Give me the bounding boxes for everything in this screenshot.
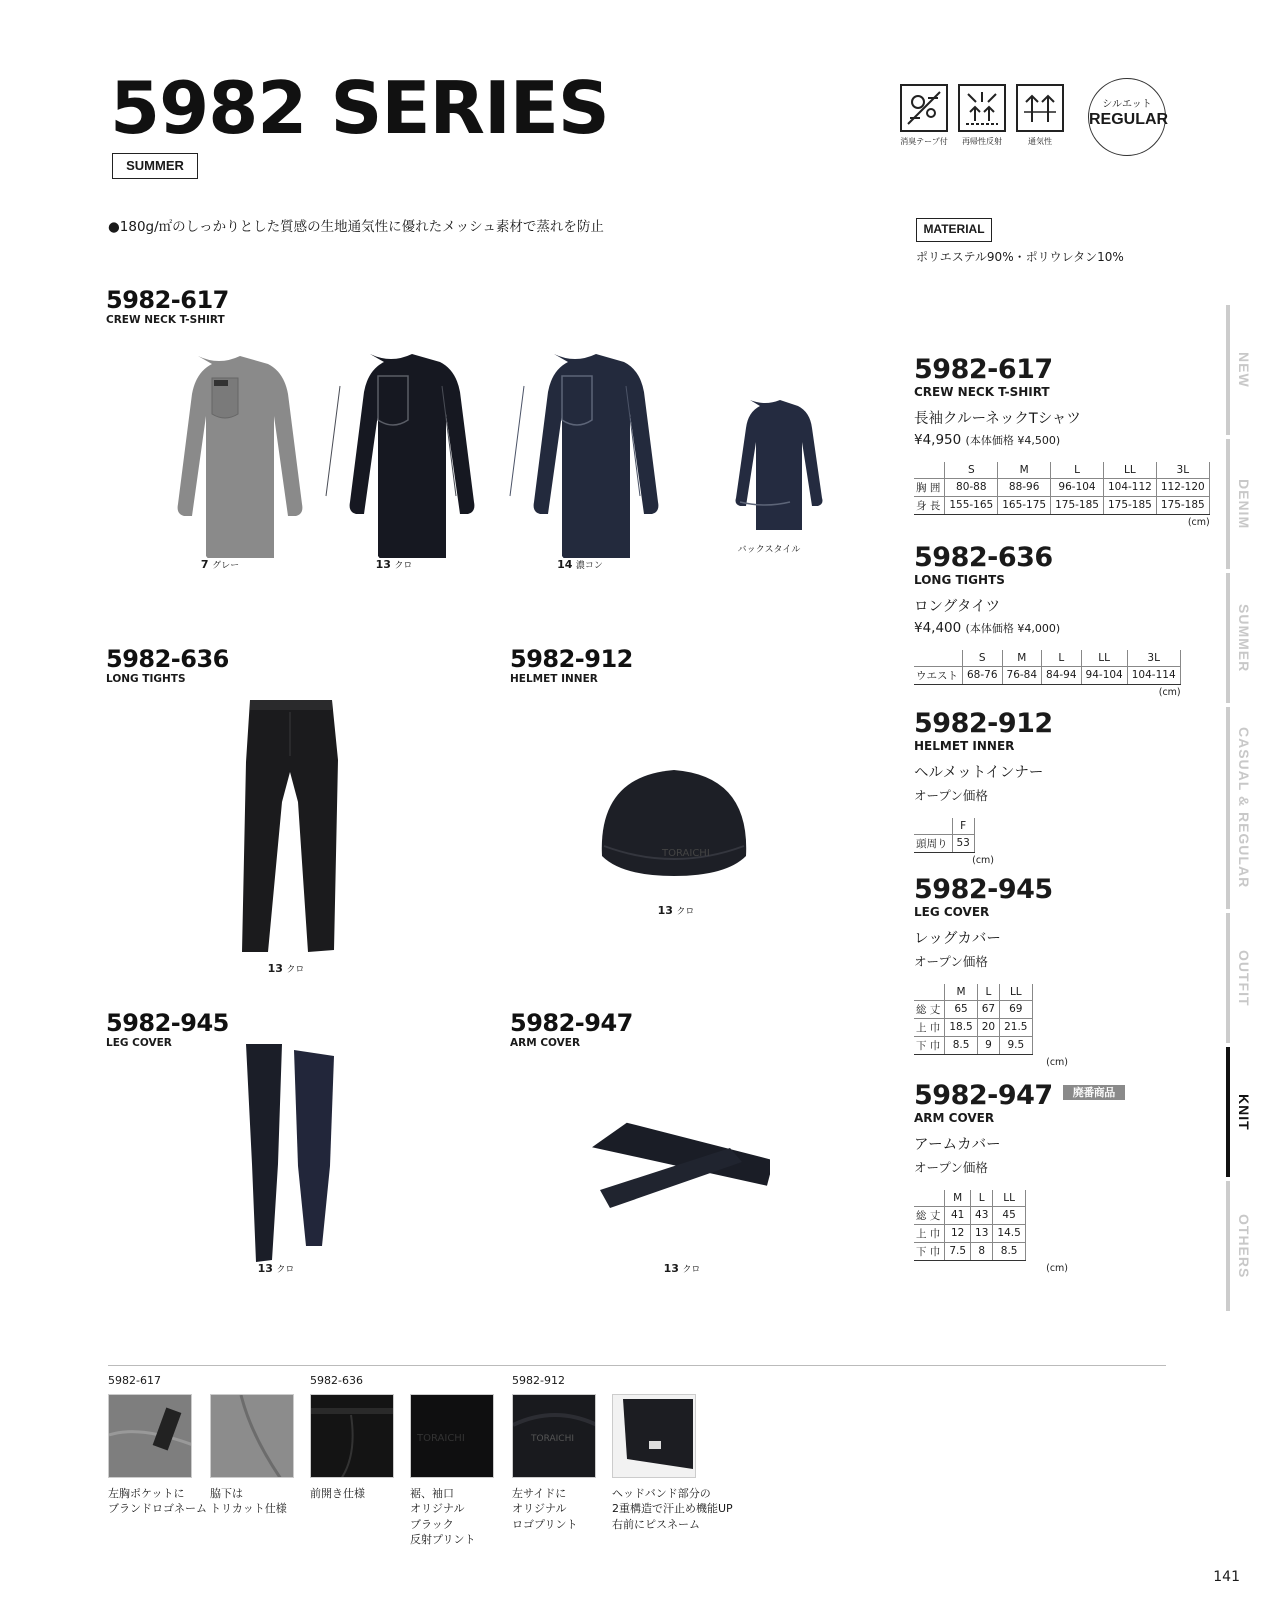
- size-cell: 67: [977, 1000, 999, 1018]
- color-number: 13: [257, 1262, 273, 1275]
- size-header: M: [1002, 650, 1042, 666]
- detail-caption: 前開き仕様: [310, 1487, 365, 1500]
- price-value: ¥4,950: [914, 432, 962, 449]
- size-table: [914, 818, 975, 853]
- product-name: HELMET INNER: [510, 673, 598, 685]
- tab-label: SUMMER: [1236, 603, 1252, 673]
- detail-thumb: [512, 1394, 596, 1478]
- size-cell: 65: [945, 1000, 977, 1018]
- detail-thumb: [210, 1394, 294, 1478]
- detail-caption: 左胸ポケットに ブランドロゴネーム: [108, 1487, 207, 1516]
- svg-text:TORAICHI: TORAICHI: [662, 848, 710, 859]
- product-name: LONG TIGHTS: [106, 673, 186, 685]
- caption-636: [236, 962, 336, 975]
- table-corner: [914, 462, 945, 478]
- row-label: 胸 囲: [914, 478, 945, 496]
- spec-code: 5982-945: [914, 874, 1053, 905]
- tshirt-back-photo: [700, 394, 830, 530]
- spec-jp-name: ヘルメットインナー: [914, 765, 1044, 782]
- row-label: ウエスト: [914, 666, 963, 684]
- size-header: LL: [1000, 984, 1032, 1000]
- long-tights-photo: [234, 696, 346, 958]
- size-cell: 88-96: [998, 478, 1051, 496]
- table-corner: [914, 984, 945, 1000]
- product-heading-912: [510, 647, 633, 686]
- svg-text:TORAICHI: TORAICHI: [531, 1434, 574, 1444]
- row-label: 下 巾: [914, 1036, 945, 1054]
- size-cell: 9.5: [1000, 1036, 1032, 1054]
- size-cell: 96-104: [1051, 478, 1104, 496]
- size-header: LL: [1103, 462, 1156, 478]
- caption-947: [632, 1262, 732, 1275]
- spec-name: HELMET INNER: [914, 739, 1015, 753]
- spec-price: [914, 620, 1181, 636]
- breathable-icon: [1016, 84, 1064, 132]
- product-heading-636: [106, 647, 229, 686]
- season-badge: SUMMER: [112, 153, 198, 179]
- spec-code: 5982-912: [914, 708, 1053, 739]
- size-cell: 155-165: [945, 496, 998, 514]
- spec-name: CREW NECK T-SHIRT: [914, 385, 1050, 399]
- caption-617-gray: [180, 558, 260, 571]
- leg-cover-photo: [238, 1040, 342, 1268]
- size-cell: 104-112: [1103, 478, 1156, 496]
- size-cell: 18.5: [945, 1018, 977, 1036]
- spec-code: 5982-636: [914, 542, 1053, 573]
- detail-thumb: [612, 1394, 696, 1478]
- product-code: 5982-947: [510, 1009, 633, 1037]
- color-name: クロ: [286, 965, 305, 975]
- unit-label: (cm): [1046, 1056, 1068, 1068]
- spec-617: [914, 356, 1210, 528]
- detail-thumb: [108, 1394, 192, 1478]
- tab-others[interactable]: [1226, 1181, 1258, 1311]
- size-cell: 53: [952, 834, 974, 852]
- spec-code-text: 5982-947: [914, 1080, 1053, 1111]
- tab-label: KNIT: [1236, 1093, 1252, 1131]
- spec-636: [914, 544, 1181, 698]
- detail-5: [512, 1394, 596, 1532]
- size-cell: 175-185: [1103, 496, 1156, 514]
- size-cell: 21.5: [1000, 1018, 1032, 1036]
- row-label: 身 長: [914, 496, 945, 514]
- product-name: LEG COVER: [106, 1037, 172, 1049]
- size-cell: 104-114: [1127, 666, 1180, 684]
- spec-945: [914, 876, 1068, 1068]
- spec-jp-name: レッグカバー: [914, 931, 1001, 948]
- size-header: S: [963, 650, 1003, 666]
- size-header: 3L: [1156, 462, 1209, 478]
- caption-617-black: [354, 558, 434, 571]
- size-header: M: [945, 1190, 971, 1206]
- color-name: 濃コン: [575, 561, 603, 571]
- size-table: [914, 1190, 1026, 1261]
- caption-945: [226, 1262, 326, 1275]
- spec-open-price: オープン価格: [914, 788, 988, 804]
- spec-open-price: オープン価格: [914, 954, 988, 970]
- color-name: クロ: [682, 1265, 701, 1275]
- row-label: 総 丈: [914, 1000, 945, 1018]
- detail-2: [210, 1394, 294, 1517]
- size-header: L: [1051, 462, 1104, 478]
- product-code: 5982-912: [510, 645, 633, 673]
- arm-cover-photo: [586, 1112, 770, 1212]
- tab-denim[interactable]: [1226, 439, 1258, 569]
- spec-code: 5982-617: [914, 354, 1053, 385]
- table-corner: [914, 650, 963, 666]
- row-label: 上 巾: [914, 1018, 945, 1036]
- feature-breathable: [1016, 84, 1064, 147]
- caption-back-style: [724, 542, 814, 555]
- row-label: 下 巾: [914, 1242, 945, 1260]
- size-cell: 12: [945, 1224, 971, 1242]
- tshirt-black-photo: [300, 346, 482, 558]
- tab-label: OTHERS: [1236, 1213, 1252, 1279]
- spec-name: ARM COVER: [914, 1111, 995, 1125]
- color-name: グレー: [212, 561, 240, 571]
- detail-code-636: 5982-636: [310, 1374, 363, 1387]
- spec-jp-name: 長袖クルーネックTシャツ: [914, 411, 1081, 428]
- size-cell: 8.5: [993, 1242, 1025, 1260]
- retroreflective-icon: [958, 84, 1006, 132]
- size-cell: 112-120: [1156, 478, 1209, 496]
- color-name: クロ: [394, 561, 413, 571]
- tshirt-navy-photo: [484, 346, 666, 558]
- detail-thumb: [410, 1394, 494, 1478]
- feature-label: 消臭テープ付: [900, 137, 948, 146]
- spec-jp-name: ロングタイツ: [914, 599, 1001, 616]
- size-cell: 94-104: [1081, 666, 1127, 684]
- table-corner: [914, 1190, 945, 1206]
- series-title: 5982 SERIES: [110, 66, 609, 150]
- row-label: 上 巾: [914, 1224, 945, 1242]
- color-number: 13: [267, 962, 283, 975]
- table-corner: [914, 818, 952, 834]
- silhouette-value: REGULAR: [1089, 111, 1169, 128]
- detail-caption: 脇下は トリカット仕様: [210, 1487, 287, 1516]
- spec-name: LONG TIGHTS: [914, 573, 1005, 587]
- product-heading-947: [510, 1011, 633, 1050]
- feature-label: 通気性: [1028, 137, 1052, 146]
- tab-summer[interactable]: [1226, 573, 1258, 703]
- detail-4: [410, 1394, 494, 1548]
- size-header: 3L: [1127, 650, 1180, 666]
- row-label: 頭周り: [914, 834, 952, 852]
- spec-code: [914, 1082, 1125, 1109]
- size-cell: 68-76: [963, 666, 1003, 684]
- discontinued-badge: 廃番商品: [1063, 1085, 1125, 1100]
- product-code: 5982-617: [106, 286, 229, 314]
- spec-name: LEG COVER: [914, 905, 990, 919]
- size-header: F: [952, 818, 974, 834]
- unit-label: (cm): [972, 854, 994, 866]
- size-header: LL: [1081, 650, 1127, 666]
- deodorant-tape-icon: [900, 84, 948, 132]
- size-cell: 175-185: [1051, 496, 1104, 514]
- size-cell: 13: [971, 1224, 993, 1242]
- size-header: L: [977, 984, 999, 1000]
- caption-617-navy: [540, 558, 620, 571]
- row-label: 総 丈: [914, 1206, 945, 1224]
- size-cell: 7.5: [945, 1242, 971, 1260]
- detail-code-617: 5982-617: [108, 1374, 161, 1387]
- tab-label: OUTFIT: [1236, 949, 1252, 1007]
- size-cell: 41: [945, 1206, 971, 1224]
- detail-6: [612, 1394, 733, 1532]
- spec-912: [914, 710, 1053, 866]
- spec-947: [914, 1082, 1125, 1274]
- side-index-tabs: [1226, 305, 1258, 1315]
- color-number: 13: [657, 904, 673, 917]
- color-number: 13: [375, 558, 391, 571]
- color-number: 13: [663, 1262, 679, 1275]
- detail-3: [310, 1394, 394, 1501]
- tab-casual-regular[interactable]: [1226, 707, 1258, 909]
- size-cell: 84-94: [1042, 666, 1082, 684]
- unit-label: (cm): [1046, 1262, 1068, 1274]
- spec-jp-name: アームカバー: [914, 1137, 1001, 1154]
- size-cell: 175-185: [1156, 496, 1209, 514]
- size-header: L: [971, 1190, 993, 1206]
- spec-open-price: オープン価格: [914, 1160, 988, 1176]
- detail-thumb: [310, 1394, 394, 1478]
- tab-label: CASUAL & REGULAR: [1236, 727, 1252, 889]
- detail-caption: ヘッドバンド部分の 2重構造で汗止め機能UP 右前にピスネーム: [612, 1487, 733, 1531]
- detail-1: [108, 1394, 207, 1517]
- detail-code-912: 5982-912: [512, 1374, 565, 1387]
- feature-label: 再帰性反射: [962, 137, 1002, 146]
- size-cell: 20: [977, 1018, 999, 1036]
- size-cell: 45: [993, 1206, 1025, 1224]
- size-cell: 9: [977, 1036, 999, 1054]
- product-name: CREW NECK T-SHIRT: [106, 314, 225, 326]
- section-divider: [108, 1365, 1166, 1366]
- unit-label: (cm): [1158, 686, 1181, 698]
- size-cell: 69: [1000, 1000, 1032, 1018]
- size-header: S: [945, 462, 998, 478]
- color-number: 14: [557, 558, 573, 571]
- color-number: 7: [200, 558, 209, 571]
- tshirt-gray-photo: [128, 348, 310, 558]
- tab-label: DENIM: [1236, 478, 1252, 530]
- tab-knit[interactable]: [1226, 1047, 1258, 1177]
- tab-new[interactable]: [1226, 305, 1258, 435]
- size-header: M: [998, 462, 1051, 478]
- product-heading-945: [106, 1011, 229, 1050]
- helmet-inner-photo: [592, 756, 756, 886]
- size-cell: 165-175: [998, 496, 1051, 514]
- spec-price: [914, 432, 1210, 448]
- tab-outfit[interactable]: [1226, 913, 1258, 1043]
- tab-label: NEW: [1236, 352, 1252, 388]
- size-table: [914, 462, 1210, 515]
- detail-caption: 裾、袖口 オリジナル ブラック 反射プリント: [410, 1487, 476, 1547]
- svg-text:TORAICHI: TORAICHI: [417, 1433, 465, 1444]
- product-code: 5982-636: [106, 645, 229, 673]
- product-name: ARM COVER: [510, 1037, 581, 1049]
- price-value: ¥4,400: [914, 620, 962, 637]
- size-table: [914, 650, 1181, 685]
- silhouette-label: シルエット: [1102, 99, 1152, 110]
- feature-icons: [900, 84, 1064, 147]
- caption-912: [626, 904, 726, 917]
- color-name: クロ: [676, 907, 695, 917]
- size-header: M: [945, 984, 977, 1000]
- size-cell: 14.5: [993, 1224, 1025, 1242]
- price-note: (本体価格 ¥4,000): [965, 622, 1061, 636]
- size-cell: 8: [971, 1242, 993, 1260]
- page-number: 141: [1213, 1569, 1240, 1585]
- size-table: [914, 984, 1033, 1055]
- size-header: LL: [993, 1190, 1025, 1206]
- back-style-label: バックスタイル: [737, 545, 801, 555]
- feature-reflective: [958, 84, 1006, 147]
- intro-text: ●180g/㎡のしっかりとした質感の生地通気性に優れたメッシュ素材で蒸れを防止: [108, 219, 604, 235]
- price-note: (本体価格 ¥4,500): [965, 434, 1061, 448]
- material-text: ポリエステル90%・ポリウレタン10%: [916, 250, 1124, 264]
- detail-caption: 左サイドに オリジナル ロゴプリント: [512, 1487, 578, 1531]
- size-cell: 43: [971, 1206, 993, 1224]
- feature-deodorant: [900, 84, 948, 147]
- size-cell: 76-84: [1002, 666, 1042, 684]
- silhouette-badge: [1088, 78, 1169, 156]
- size-header: L: [1042, 650, 1082, 666]
- size-cell: 80-88: [945, 478, 998, 496]
- product-code: 5982-945: [106, 1009, 229, 1037]
- unit-label: (cm): [1187, 516, 1210, 528]
- size-cell: 8.5: [945, 1036, 977, 1054]
- color-name: クロ: [276, 1265, 295, 1275]
- product-heading-617: [106, 288, 229, 327]
- material-label: MATERIAL: [916, 218, 992, 242]
